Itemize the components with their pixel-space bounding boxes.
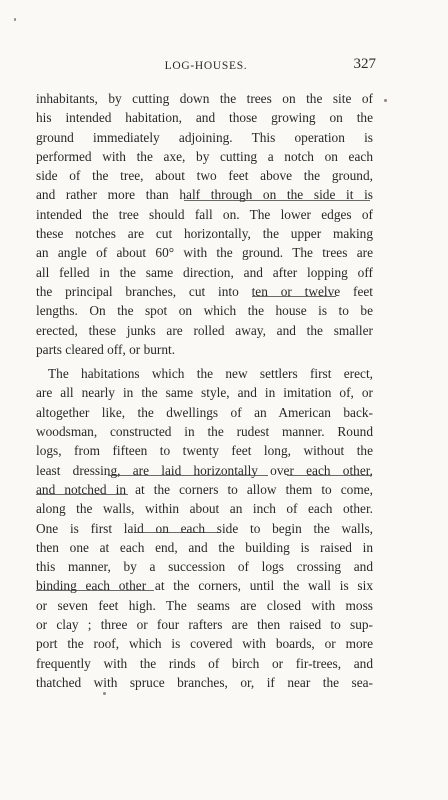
text-line: intended the tree should fall on. The lower edges of — [36, 206, 373, 222]
scan-speck — [103, 692, 106, 695]
text-line: or seven feet high. The seams are closed with moss — [36, 597, 373, 613]
text-line: frequently with the rinds of birch or fir-trees, and — [36, 655, 373, 671]
text-line: The habitations which the new settlers first erect, — [48, 366, 373, 382]
text-line: ground immediately adjoining. This operation is — [36, 129, 373, 145]
text-line: performed with the axe, by cutting a notch on each — [36, 148, 373, 164]
text-line: inhabitants, by cutting down the trees on the site of — [36, 91, 373, 106]
text-line: all felled in the same direction, and after lopping off — [36, 264, 373, 280]
pencil-underline — [287, 475, 371, 476]
text-line: this manner, by a succession of logs crossing and — [36, 559, 373, 575]
text-line: his intended habitation, and those growing on the — [36, 110, 373, 126]
text-line: these notches are cut horizontally, the upper making — [36, 226, 373, 242]
text-line: One is first laid on each side to begin the walls, — [36, 520, 373, 536]
text-line: erected, these junks are rolled away, and the smaller — [36, 322, 373, 338]
pencil-underline — [252, 296, 336, 297]
scan-speck — [384, 99, 387, 102]
scan-speck — [14, 18, 16, 21]
text-line: and notched in at the corners to allow them to come, — [36, 481, 373, 497]
text-line: lengths. On the spot on which the house is to be — [36, 303, 373, 319]
text-line: parts cleared off, or burnt. — [36, 341, 176, 357]
pencil-underline — [184, 200, 370, 201]
pencil-underline — [36, 590, 154, 591]
pencil-underline — [108, 475, 268, 476]
pencil-underline — [36, 494, 128, 495]
text-line: altogether like, the dwellings of an American back- — [36, 404, 373, 420]
text-line: the principal branches, cut into ten or twelve feet — [36, 283, 373, 299]
pencil-underline — [134, 532, 220, 533]
text-line: are all nearly in the same style, and in imitation of, or — [36, 385, 373, 401]
running-head: LOG-HOUSES. — [164, 60, 248, 72]
text-line: and rather more than half through on the side it is — [36, 187, 373, 203]
text-line: along the walls, within about an inch of each other. — [36, 501, 373, 517]
text-line: an angle of about 60° with the ground. The trees are — [36, 245, 373, 261]
text-line: then one at each end, and the building is raised in — [36, 539, 373, 555]
body-text — [36, 89, 373, 692]
text-line: logs, from fifteen to twenty feet long, without the — [36, 443, 373, 459]
text-line: port the roof, which is covered with boards, or more — [36, 636, 373, 652]
page-header — [36, 58, 376, 80]
text-line: binding each other at the corners, until the wall is six — [36, 578, 373, 594]
text-line: woodsman, constructed in the rudest manner. Round — [36, 424, 373, 440]
text-line: or clay ; three or four rafters are then raised to sup- — [36, 617, 373, 633]
text-line: least dressing, are laid horizontally over each other, — [36, 462, 373, 478]
text-line: thatched with spruce branches, or, if near the sea- — [36, 674, 373, 690]
page-number: 327 — [353, 56, 376, 72]
text-line: side of the tree, about two feet above the ground, — [36, 168, 373, 184]
